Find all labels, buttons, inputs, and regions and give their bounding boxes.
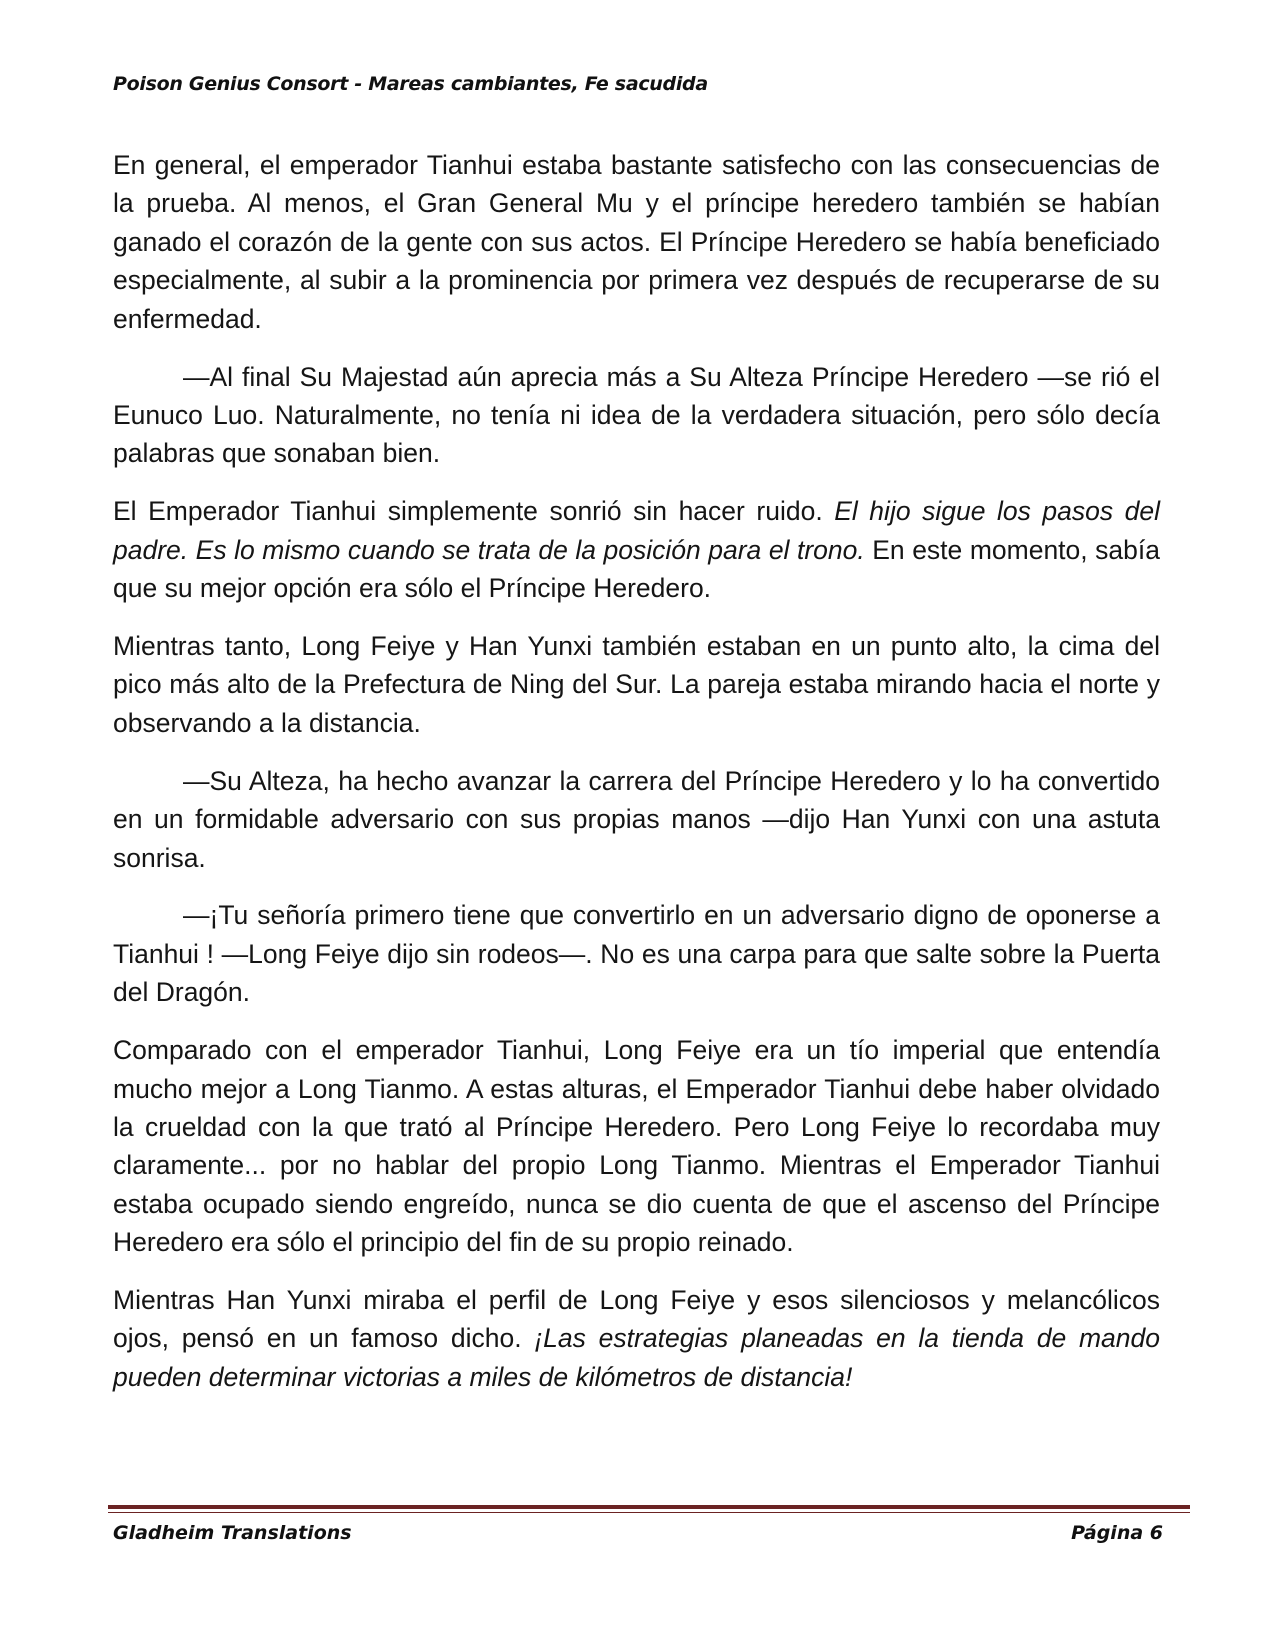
italic-text: ¡Las estrategias planeadas en la tienda de mando pueden determinar victorias a miles de kilómetros de distancia! [113, 1323, 1161, 1392]
paragraph [113, 762, 1160, 877]
paragraph-text: El Emperador Tianhui simplemente sonrió sin hacer ruido. [113, 496, 835, 527]
paragraph [113, 146, 1160, 338]
paragraph [113, 1281, 1160, 1396]
paragraph-text: Comparado con el emperador Tianhui, Long Feiye era un tío imperial que entendía mucho mejor a Long Tianmo. A estas alturas, el Emperador Tianhui debe haber olvidado la crueldad con la que trató al Príncipe Heredero. Pero Long Feiye lo recordaba muy claramente... por no hablar del propio Long Tianmo. Mientras el Emperador Tianhui estaba ocupado siendo engreído, nunca se dio cuenta de que el ascenso del Príncipe Heredero era sólo el principio del fin de su propio reinado. [113, 1035, 1160, 1258]
italic-text: El hijo sigue los pasos del padre. Es lo mismo cuando se trata de la posición para el trono. [113, 496, 1160, 565]
page-number: Página 6 [1071, 1522, 1163, 1544]
paragraph-text: —Su Alteza, ha hecho avanzar la carrera del Príncipe Heredero y lo ha convertido en un formidable adversario con sus propias manos —dijo Han Yunxi con una astuta sonrisa. [113, 765, 1160, 873]
paragraph [113, 896, 1160, 1011]
paragraph [113, 1031, 1160, 1261]
paragraph-text: En general, el emperador Tianhui estaba bastante satisfecho con las consecuencias de la prueba. Al menos, el Gran General Mu y el príncipe heredero también se habían ganado el corazón de la gente con sus actos. El Príncipe Heredero se había beneficiado especialmente, al subir a la prominencia por primera vez después de recuperarse de su enfermedad. [113, 150, 1160, 334]
paragraph [113, 627, 1160, 742]
paragraph [113, 358, 1160, 473]
footer-publisher: Gladheim Translations [113, 1522, 352, 1544]
paragraph-text: En este momento, sabía que su mejor opción era sólo el Príncipe Heredero. [113, 534, 1160, 604]
paragraph [113, 492, 1160, 607]
paragraph-text: Mientras tanto, Long Feiye y Han Yunxi también estaban en un punto alto, la cima del pico más alto de la Prefectura de Ning del Sur. La pareja estaba mirando hacia el norte y observando a la distancia. [113, 630, 1160, 738]
body-text [113, 146, 1160, 1416]
paragraph-text: Mientras Han Yunxi miraba el perfil de Long Feiye y esos silenciosos y melancólicos ojos, pensó en un famoso dicho. [113, 1285, 1160, 1354]
footer-rule-thin [108, 1512, 1190, 1513]
running-header: Poison Genius Consort - Mareas cambiantes, Fe sacudida [113, 73, 708, 95]
paragraph-text: —Al final Su Majestad aún aprecia más a Su Alteza Príncipe Heredero —se rió el Eunuco Luo. Naturalmente, no tenía ni idea de la verdadera situación, pero sólo decía palabras que sonaban bien. [113, 361, 1160, 469]
footer-rule-thick [108, 1505, 1190, 1509]
paragraph-text: —¡Tu señoría primero tiene que convertirlo en un adversario digno de oponerse a Tianhui ! —Long Feiye dijo sin rodeos—. No es una carpa para que salte sobre la Puerta del Dragón. [113, 900, 1160, 1008]
